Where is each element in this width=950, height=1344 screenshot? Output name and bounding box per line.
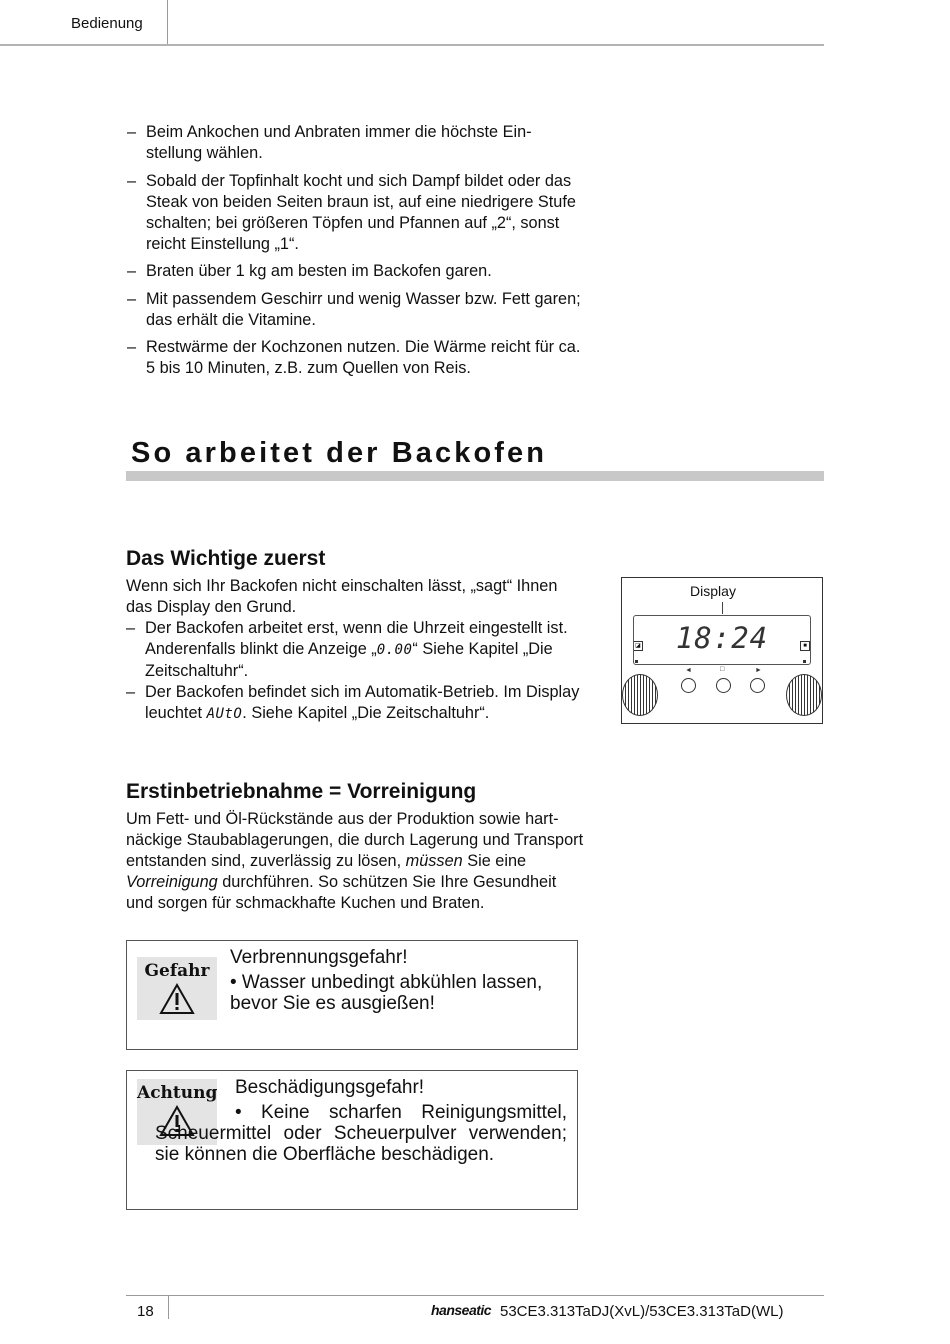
arrow-left-icon: ◄	[685, 667, 692, 674]
caution-title: Beschädigungsgefahr!	[235, 1077, 425, 1098]
section-title-bar	[126, 471, 824, 481]
emphasis-text: müssen	[405, 852, 463, 870]
display-label: Display	[690, 583, 736, 599]
subheading-erstinbetriebnahme: Erstinbetriebnahme = Vorreinigung	[126, 780, 477, 803]
bullet-text: . Siehe Kapitel „Die Zeitschaltuhr“.	[242, 704, 490, 722]
warning-triangle-icon	[159, 983, 195, 1015]
erstinbetriebnahme-body	[126, 809, 586, 914]
display-time: 18:24	[675, 621, 769, 655]
header-divider	[167, 0, 168, 44]
danger-title: Verbrennungsgefahr!	[230, 947, 408, 968]
section-title: So arbeitet der Backofen	[131, 437, 548, 469]
body-text: Sie eine	[462, 852, 527, 870]
danger-text: • Wasser unbedingt abkühlen lassen, bevor Sie es ausgießen!	[230, 972, 543, 1014]
function-knob	[622, 674, 658, 716]
list-item: – Braten über 1 kg am besten im Backofen garen.	[127, 261, 582, 282]
display-code-auto: AUtO	[206, 706, 243, 722]
running-header: Bedienung	[71, 15, 143, 32]
indicator-dot	[803, 660, 806, 663]
brand-logo: hanseatic	[431, 1302, 492, 1318]
indicator-dot	[635, 660, 638, 663]
footer-divider	[168, 1295, 169, 1319]
subheading-wichtig: Das Wichtige zuerst	[126, 547, 326, 570]
body-text: durchführen. So schützen Sie Ihre Gesundheit und sorgen für schmackhafte Kuchen und Braten.	[126, 873, 557, 912]
list-item: – Sobald der Topfinhalt kocht und sich Dampf bildet oder das Steak von beiden Seiten braun ist, auf eine niedrigere Stufe schalten; bei größeren Töpfen und Pfannen auf „2“, sonst reicht Einstellung „1“.	[127, 171, 582, 255]
emphasis-text: Vorreinigung	[126, 873, 218, 891]
cooking-tips-list	[127, 122, 582, 386]
danger-warning-box	[126, 940, 578, 1050]
caution-warning-box	[126, 1070, 578, 1210]
wichtig-body	[126, 576, 581, 725]
caution-text: • Keine scharfen Reinigungsmittel, Scheuermittel oder Scheuerpulver verwenden; sie können die Oberfläche beschädigen.	[155, 1102, 567, 1165]
oven-temp-icon: ■	[800, 641, 810, 651]
clock-button	[716, 678, 731, 693]
footer-rule	[126, 1295, 824, 1296]
model-number: 53CE3.313TaDJ(XvL)/53CE3.313TaD(WL)	[500, 1303, 784, 1320]
display-panel	[633, 615, 811, 665]
arrow-right-icon: ►	[755, 667, 762, 674]
plus-button	[750, 678, 765, 693]
bullet-text: Der Backofen befindet sich im Automatik-Betrieb. Im Display leuchtet	[145, 683, 580, 722]
danger-badge-label: Gefahr	[144, 961, 210, 981]
list-item	[126, 682, 581, 725]
wichtig-intro: Wenn sich Ihr Backofen nicht einschalten lässt, „sagt“ Ihnen das Display den Grund.	[126, 577, 558, 616]
list-item	[126, 618, 581, 682]
caution-badge-label: Achtung	[137, 1083, 218, 1103]
bullet-text: Der Backofen arbeitet erst, wenn die Uhrzeit eingestellt ist. Anderenfalls blinkt die Anzeige „	[145, 619, 568, 658]
list-item: – Mit passendem Geschirr und wenig Wasser bzw. Fett garen; das erhält die Vitamine.	[127, 289, 582, 331]
bullet-text: “ Siehe Kapitel „Die Zeitschaltuhr“.	[145, 640, 553, 680]
clock-icon: □	[720, 666, 725, 673]
oven-function-icon: ◪	[633, 641, 643, 651]
list-item: – Restwärme der Kochzonen nutzen. Die Wärme reicht für ca. 5 bis 10 Minuten, z.B. zum Quellen von Reis.	[127, 337, 582, 379]
display-pointer-line	[722, 602, 723, 614]
danger-badge	[137, 957, 217, 1020]
list-item: – Beim Ankochen und Anbraten immer die höchste Einstellung wählen.	[127, 122, 582, 164]
header-rule	[0, 44, 824, 46]
body-text: Um Fett- und Öl-Rückstände aus der Produktion sowie hartnäckige Staubablagerungen, die durch Lagerung und Transport entstanden sind, zuverlässig zu lösen,	[126, 810, 584, 870]
control-panel-diagram	[621, 577, 823, 724]
wichtig-list	[126, 618, 581, 725]
page-number: 18	[137, 1303, 154, 1320]
temperature-knob	[786, 674, 822, 716]
minus-button	[681, 678, 696, 693]
display-code-000: 0.00	[376, 642, 413, 658]
